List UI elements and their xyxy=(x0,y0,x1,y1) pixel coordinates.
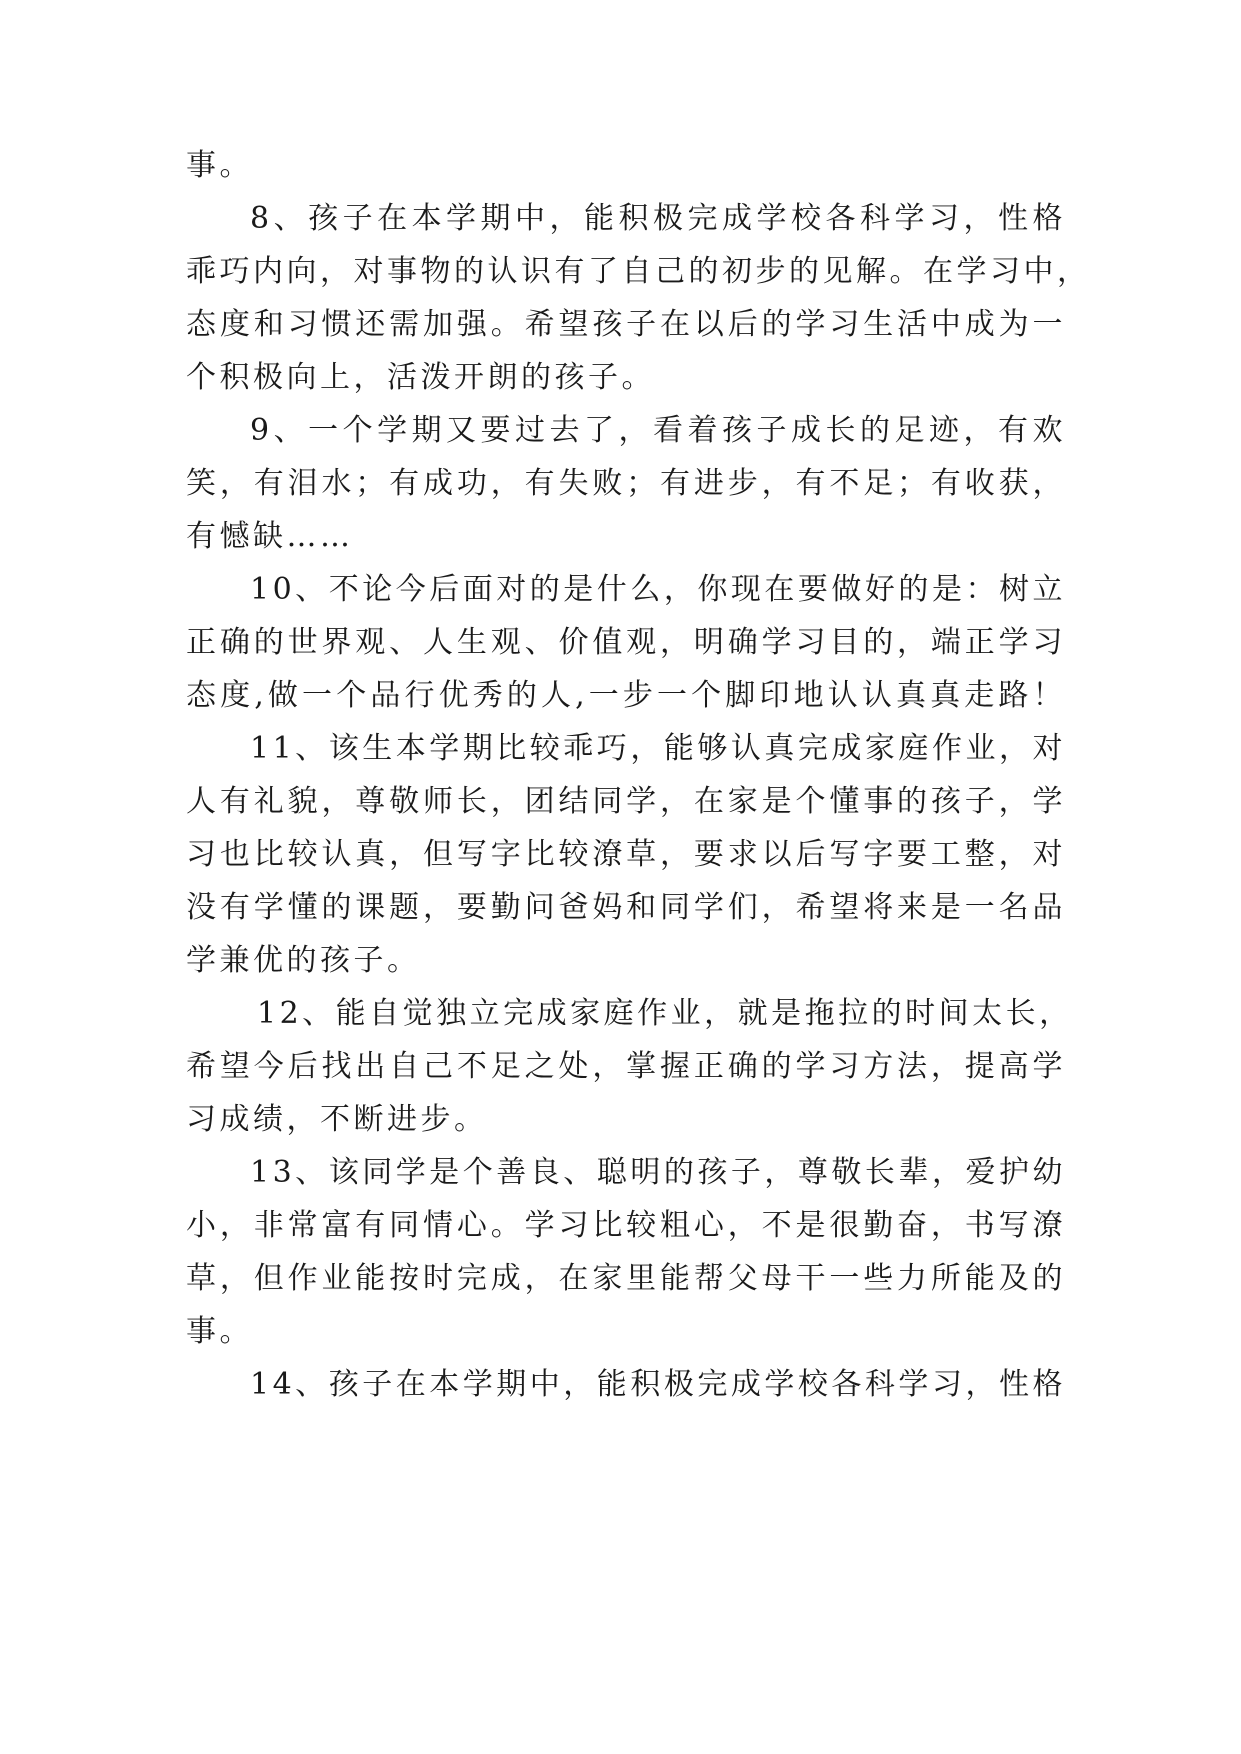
paragraph-12-line-1: 12、能自觉独立完成家庭作业，就是拖拉的时间太长， xyxy=(257,996,1073,1031)
paragraph-12-line-3: 习成绩，不断进步。 xyxy=(186,1102,488,1137)
paragraph-11-line-5: 学兼优的孩子。 xyxy=(186,943,421,978)
paragraph-13-line-2: 小，非常富有同情心。学习比较粗心，不是很勤奋，书写潦 xyxy=(186,1208,1066,1243)
paragraph-11-line-4: 没有学懂的课题，要勤问爸妈和同学们，希望将来是一名品 xyxy=(186,890,1066,925)
paragraph-8-line-4: 个积极向上，活泼开朗的孩子。 xyxy=(186,360,655,395)
paragraph-8-line-1: 8、孩子在本学期中，能积极完成学校各科学习，性格 xyxy=(250,201,1066,236)
paragraph-13-line-1: 13、该同学是个善良、聪明的孩子，尊敬长辈，爱护幼 xyxy=(250,1155,1066,1190)
paragraph-8-line-2: 乖巧内向，对事物的认识有了自己的初步的见解。在学习中， xyxy=(186,254,1091,289)
paragraph-14-line-1: 14、孩子在本学期中，能积极完成学校各科学习，性格 xyxy=(250,1367,1066,1402)
paragraph-9-line-3: 有憾缺…… xyxy=(186,519,354,554)
paragraph-10-line-1: 10、不论今后面对的是什么，你现在要做好的是：树立 xyxy=(250,572,1066,607)
paragraph-11-line-1: 11、该生本学期比较乖巧，能够认真完成家庭作业，对 xyxy=(250,731,1066,766)
paragraph-10-line-3: 态度,做一个品行优秀的人,一步一个脚印地认认真真走路！ xyxy=(186,678,1066,713)
paragraph-11-line-2: 人有礼貌，尊敬师长，团结同学，在家是个懂事的孩子，学 xyxy=(186,784,1066,819)
paragraph-9-line-1: 9、一个学期又要过去了，看着孩子成长的足迹，有欢 xyxy=(250,413,1066,448)
paragraph-10-line-2: 正确的世界观、人生观、价值观，明确学习目的，端正学习 xyxy=(186,625,1066,660)
paragraph-12-line-2: 希望今后找出自己不足之处，掌握正确的学习方法，提高学 xyxy=(186,1049,1066,1084)
paragraph-13-line-4: 事。 xyxy=(186,1314,253,1349)
paragraph-9-line-2: 笑，有泪水；有成功，有失败；有进步，有不足；有收获， xyxy=(186,466,1066,501)
paragraph-8-line-3: 态度和习惯还需加强。希望孩子在以后的学习生活中成为一 xyxy=(186,307,1066,342)
paragraph-7-line-1: 事。 xyxy=(186,148,253,183)
paragraph-11-line-3: 习也比较认真，但写字比较潦草，要求以后写字要工整，对 xyxy=(186,837,1066,872)
paragraph-13-line-3: 草，但作业能按时完成，在家里能帮父母干一些力所能及的 xyxy=(186,1261,1066,1296)
